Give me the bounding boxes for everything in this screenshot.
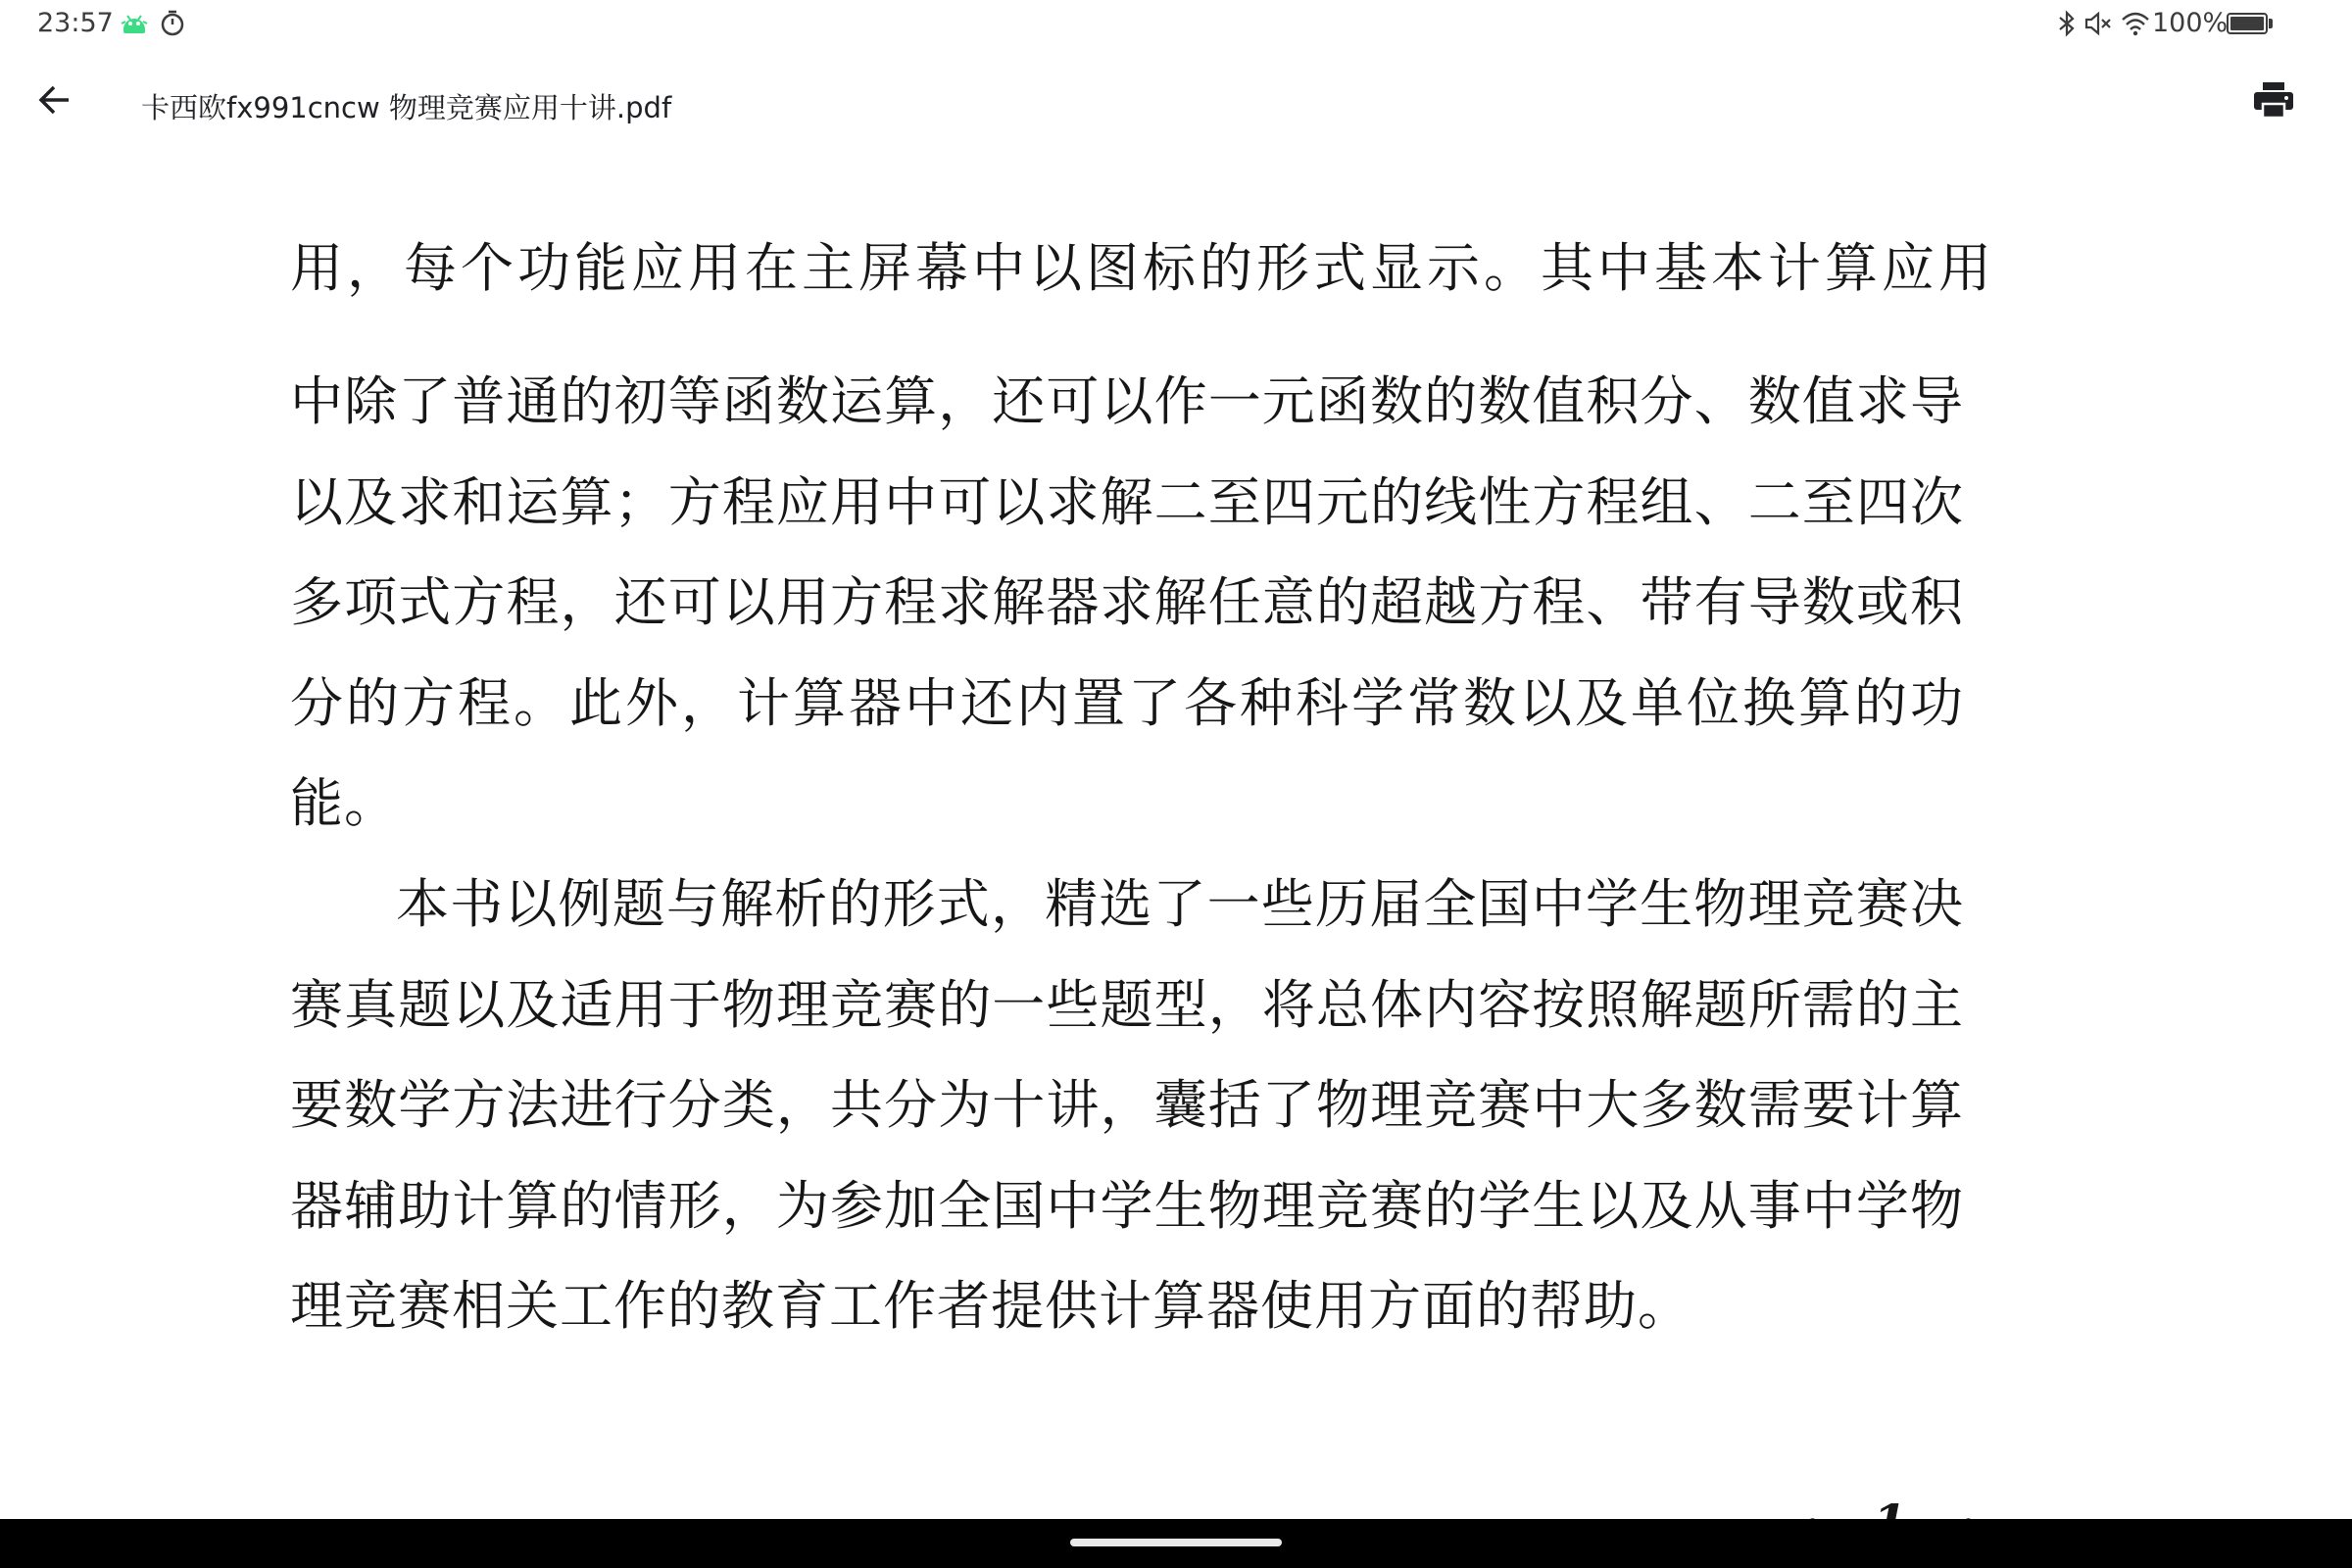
wifi-icon — [2121, 10, 2150, 44]
arrow-back-icon — [35, 80, 74, 123]
back-button[interactable] — [20, 73, 90, 131]
timer-icon — [159, 9, 186, 43]
android-debug-icon — [120, 8, 149, 44]
app-bar — [0, 51, 2352, 153]
battery-percentage: 100% — [2152, 8, 2229, 38]
home-gesture-handle[interactable] — [1070, 1539, 1282, 1546]
paragraph-2: 本书以例题与解析的形式，精选了一些历届全国中学生物理竞赛决赛真题以及适用于物理竞赛的一些题型，将总体内容按照解题所需的主要数学方法进行分类，共分为十讲，囊括了物理竞赛中大多数需要计算器辅助计算的情形，为参加全国中学生物理竞赛的学生以及从事中学物理竞赛相关工作的教育工作者提供计算器使用方面的帮助。 — [290, 873, 1964, 1337]
print-button[interactable] — [2244, 74, 2303, 129]
document-title: 卡西欧fx991cncw 物理竞赛应用十讲.pdf — [141, 91, 672, 124]
clipped-text-line — [290, 237, 1995, 299]
pdf-page[interactable] — [0, 153, 2352, 1519]
bluetooth-icon — [2056, 10, 2078, 44]
battery-icon — [2227, 13, 2268, 34]
status-bar — [0, 0, 2352, 51]
paragraph-1: 中除了普通的初等函数运算，还可以作一元函数的数值积分、数值求导以及求和运算；方程应用中可以求解二至四元的线性方程组、二至四次多项式方程，还可以用方程求解器求解任意的超越方程、带有导数或积分的方程。此外，计算器中还内置了各种科学常数以及单位换算的功能。 — [290, 370, 1964, 834]
clipped-line-text: 用，每个功能应用在主屏幕中以图标的形式显示。其中基本计算应用 — [290, 237, 1995, 299]
navigation-bar — [0, 1519, 2352, 1568]
battery-tip — [2269, 19, 2273, 28]
print-icon — [2252, 80, 2295, 123]
status-time: 23:57 — [37, 8, 114, 38]
mute-icon — [2083, 10, 2113, 44]
